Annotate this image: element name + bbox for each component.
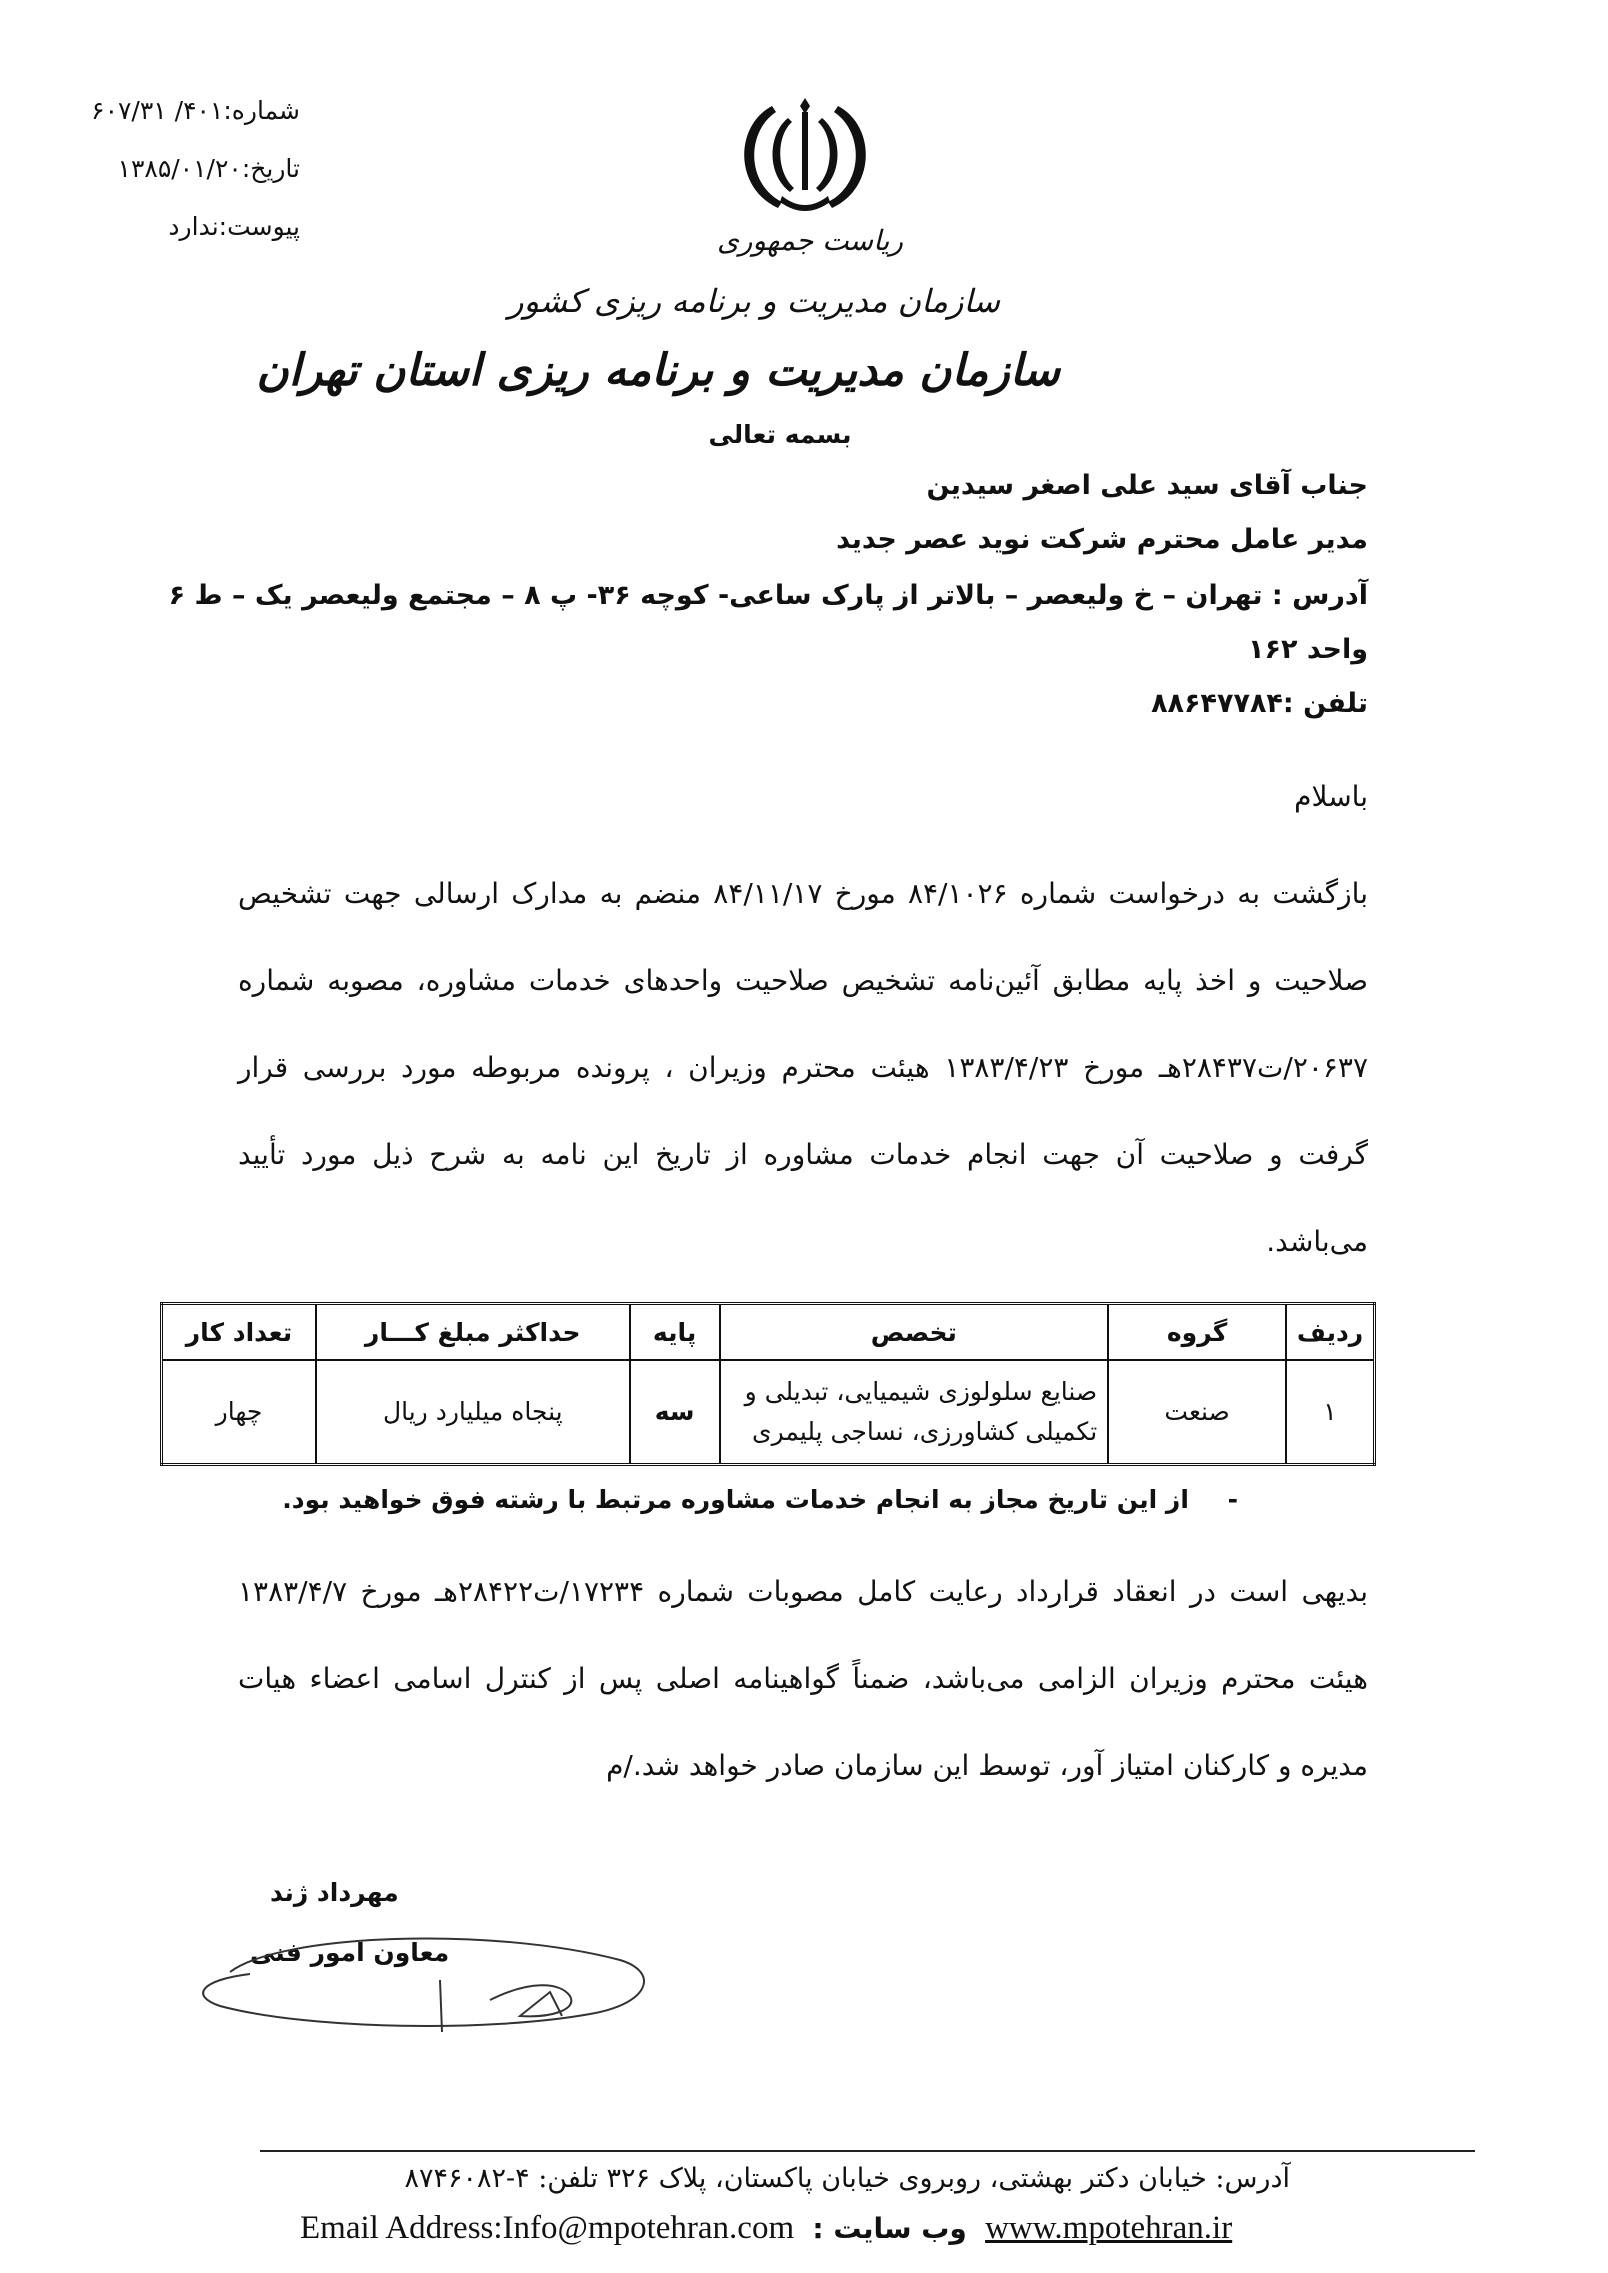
cell-level: سه — [630, 1360, 720, 1465]
header-presidency: ریاست جمهوری — [716, 224, 903, 257]
invocation: بسمه تعالی — [708, 420, 852, 449]
header-national-org: سازمان مدیریت و برنامه ریزی کشور — [508, 282, 1000, 320]
letter-meta — [60, 82, 300, 256]
bullet-dash: - — [1227, 1485, 1238, 1514]
footer-contact — [300, 2210, 1280, 2247]
footer-website-link[interactable]: www.mpotehran.ir — [985, 2210, 1233, 2246]
bullet-text: از این تاریخ مجاز به انجام خدمات مشاوره مرتبط با رشته فوق خواهید بود. — [282, 1485, 1189, 1514]
col-radif: ردیف — [1286, 1304, 1374, 1361]
col-group: گروه — [1108, 1304, 1286, 1361]
recipient-name: جناب آقای سید علی اصغر سیدین — [926, 470, 1368, 501]
letter-date: تاریخ:۱۳۸۵/۰۱/۲۰ — [117, 154, 300, 183]
letter-attachment: پیوست:ندارد — [168, 212, 300, 241]
signer-name: مهرداد ژند — [270, 1878, 399, 1907]
table-header-row — [162, 1304, 1375, 1361]
col-max-amount: حداکثر مبلغ کـــار — [316, 1304, 630, 1361]
greeting: باسلام — [1294, 780, 1368, 813]
footer-email: Email Address:Info@mpotehran.com — [300, 2210, 795, 2246]
cell-radif: ۱ — [1286, 1360, 1374, 1465]
table-row — [162, 1360, 1375, 1465]
qualification-table — [160, 1302, 1376, 1466]
cell-specialty-line2: تکمیلی کشاورزی، نساجی پلیمری — [752, 1417, 1098, 1446]
cell-specialty-line1: صنایع سلولوزی شیمیایی، تبدیلی و — [744, 1377, 1098, 1406]
footer-website-label: وب سایت : — [812, 2212, 967, 2245]
letter-number: شماره:۴۰۱/ ۶۰۷/۳۱ — [91, 96, 300, 125]
recipient-title: مدیر عامل محترم شرکت نوید عصر جدید — [836, 524, 1368, 555]
col-specialty: تخصص — [720, 1304, 1109, 1361]
recipient-address: آدرس : تهران – خ ولیعصر – بالاتر از پارک ساعی- کوچه ۳۶- پ ۸ – مجتمع ولیعصر یک – ط ۶ — [168, 580, 1368, 611]
footer-divider — [260, 2150, 1475, 2152]
iran-emblem-icon — [730, 92, 880, 220]
recipient-phone: تلفن :۸۸۶۴۷۷۸۴ — [1151, 688, 1368, 719]
recipient-address-unit: واحد ۱۶۲ — [1248, 634, 1368, 665]
col-level: پایه — [630, 1304, 720, 1361]
col-count: تعداد کار — [162, 1304, 316, 1361]
body-paragraph-2: بدیهی است در انعقاد قرارداد رعایت کامل مصوبات شماره ۱۷۲۳۴/ت۲۸۴۲۲هـ مورخ ۱۳۸۳/۴/۷ هیئت محترم وزیران الزامی می‌باشد، ضمناً گواهینامه اصلی پس از کنترل اسامی اعضاء هیات مدیره و کارکنان امتیاز آور، توسط این سازمان صادر خواهد شد./م — [238, 1575, 1368, 1782]
bullet-note — [282, 1485, 1238, 1514]
header-tehran-org: سازمان مدیریت و برنامه ریزی استان تهران — [256, 345, 1060, 396]
cell-group: صنعت — [1108, 1360, 1286, 1465]
handwritten-signature-icon — [190, 1920, 670, 2050]
cell-specialty — [720, 1360, 1109, 1465]
body-paragraph-1: بازگشت به درخواست شماره ۸۴/۱۰۲۶ مورخ ۸۴/۱۱/۱۷ منضم به مدارک ارسالی جهت تشخیص صلاحیت و اخذ پایه مطابق آئین‌نامه تشخیص صلاحیت واحدهای خدمات مشاوره، مصوبه شماره ۲۰۶۳۷/ت۲۸۴۳۷هـ مورخ ۱۳۸۳/۴/۲۳ هیئت محترم وزیران ، پرونده مربوطه مورد بررسی قرار گرفت و صلاحیت آن جهت انجام خدمات مشاوره از تاریخ این نامه به شرح ذیل مورد تأیید می‌باشد. — [238, 877, 1369, 1258]
footer-address: آدرس: خیابان دکتر بهشتی، روبروی خیابان پاکستان، پلاک ۳۲۶ تلفن: ۴-۸۷۴۶۰۸۲ — [404, 2163, 1290, 2194]
signer-title: معاون امور فنی — [250, 1938, 450, 1967]
cell-count: چهار — [162, 1360, 316, 1465]
cell-max-amount: پنجاه میلیارد ریال — [316, 1360, 630, 1465]
